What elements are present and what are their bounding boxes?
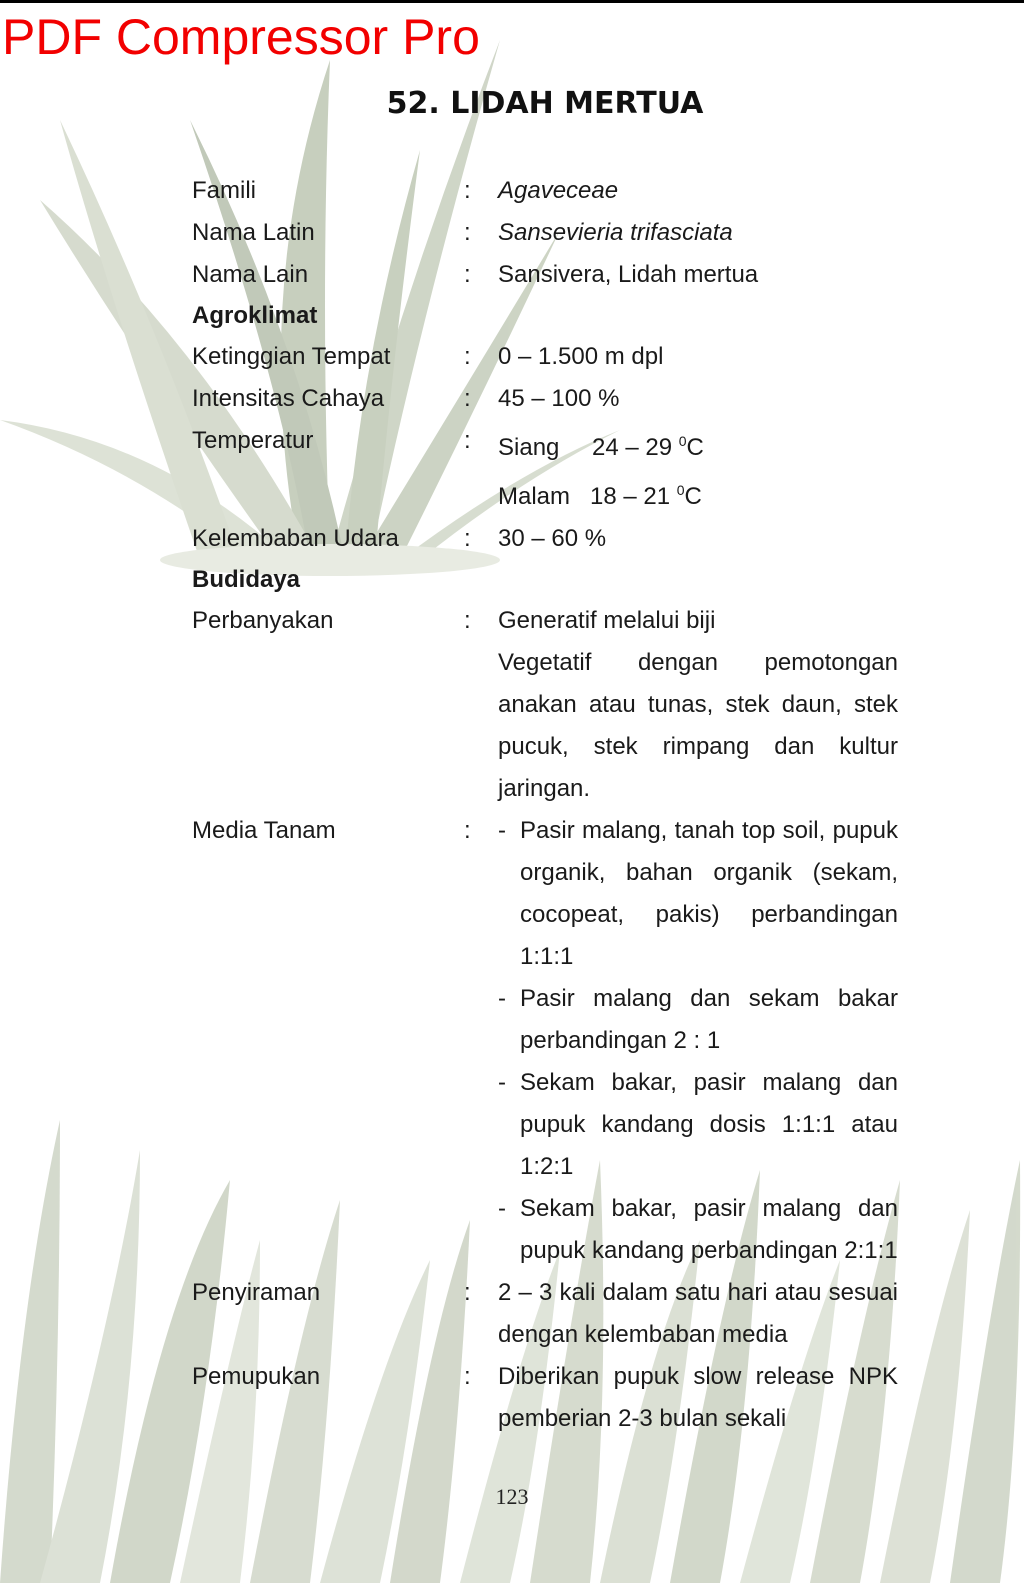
leaf — [950, 1160, 1020, 1583]
bullet-dash: - — [498, 985, 506, 1012]
row-value — [498, 600, 898, 810]
row-nama-latin — [192, 212, 898, 254]
list-item-text: Sekam bakar, pasir malang dan pupuk kandang dosis 1:1:1 atau 1:2:1 — [520, 1069, 898, 1180]
page-title: 52. LIDAH MERTUA — [386, 86, 704, 121]
row-penyiraman — [192, 1272, 898, 1356]
row-colon: : — [464, 817, 471, 844]
row-famili — [192, 170, 898, 212]
list-item — [498, 1188, 898, 1272]
perbanyakan-generatif: Generatif melalui biji — [498, 607, 716, 634]
section-heading-budidaya: Budidaya — [192, 566, 301, 593]
leaf — [0, 1120, 60, 1583]
plant-info-table — [192, 170, 898, 1440]
row-colon: : — [464, 525, 471, 552]
list-item — [498, 810, 898, 978]
temp-unit: C — [686, 434, 704, 461]
row-nama-lain — [192, 254, 898, 296]
row-colon: : — [464, 1279, 471, 1306]
temp-malam-value: 18 – 21 — [590, 483, 677, 510]
row-label: Temperatur — [192, 427, 314, 454]
row-value — [498, 420, 898, 469]
list-item-text: Pasir malang, tanah top soil, pupuk organik, bahan organik (sekam, cocopeat, pakis) perbandingan 1:1:1 — [520, 817, 898, 970]
row-colon: : — [464, 427, 471, 454]
perbanyakan-vegetatif: Vegetatif dengan pemotongan anakan atau tunas, stek daun, stek pucuk, stek rimpang dan kultur jaringan. — [498, 649, 898, 802]
row-value: Sansevieria trifasciata — [498, 219, 733, 246]
row-value: Sansivera, Lidah mertua — [498, 261, 759, 288]
row-value: Diberikan pupuk slow release NPK pemberian 2-3 bulan sekali — [498, 1363, 898, 1432]
bullet-dash: - — [498, 1195, 506, 1222]
row-label: Kelembaban Udara — [192, 525, 399, 552]
row-label: Pemupukan — [192, 1363, 321, 1390]
row-intensitas — [192, 378, 898, 420]
row-colon: : — [464, 385, 471, 412]
row-colon: : — [464, 343, 471, 370]
row-label: Media Tanam — [192, 817, 336, 844]
row-value — [498, 469, 898, 518]
row-value: 45 – 100 % — [498, 385, 620, 412]
temp-siang-value: 24 – 29 — [592, 434, 679, 461]
row-value: 2 – 3 kali dalam satu hari atau sesuai dengan kelembaban media — [498, 1279, 898, 1348]
temp-unit: C — [684, 483, 702, 510]
row-label: Penyiraman — [192, 1279, 321, 1306]
list-item — [498, 978, 898, 1062]
degree-mark: 0 — [676, 482, 685, 498]
row-kelembaban — [192, 518, 898, 560]
temp-siang-label: Siang — [498, 434, 560, 461]
row-value: 0 – 1.500 m dpl — [498, 343, 664, 370]
row-colon: : — [464, 177, 471, 204]
row-value — [498, 810, 898, 1272]
row-colon: : — [464, 261, 471, 288]
row-label: Intensitas Cahaya — [192, 385, 385, 412]
watermark: PDF Compressor Pro — [2, 9, 480, 65]
row-media-tanam — [192, 810, 898, 1272]
page-number: 123 — [495, 1484, 529, 1509]
row-label: Famili — [192, 177, 256, 204]
list-item-text: Pasir malang dan sekam bakar perbandingan 2 : 1 — [520, 985, 898, 1054]
row-value: 30 – 60 % — [498, 525, 607, 552]
temp-malam-label: Malam — [498, 483, 571, 510]
row-label: Nama Lain — [192, 261, 309, 288]
row-label: Ketinggian Tempat — [192, 343, 391, 370]
degree-mark: 0 — [678, 433, 687, 449]
row-colon: : — [464, 1363, 471, 1390]
row-ketinggian — [192, 336, 898, 378]
row-pemupukan — [192, 1356, 898, 1440]
section-heading-agroklimat: Agroklimat — [192, 302, 318, 329]
list-item — [498, 1062, 898, 1188]
row-label: Nama Latin — [192, 219, 315, 246]
row-perbanyakan — [192, 600, 898, 810]
row-label: Perbanyakan — [192, 607, 334, 634]
bullet-dash: - — [498, 817, 506, 844]
row-temperatur-malam — [192, 469, 898, 518]
list-item-text: Sekam bakar, pasir malang dan pupuk kandang perbandingan 2:1:1 — [520, 1195, 898, 1264]
bullet-dash: - — [498, 1069, 506, 1096]
row-colon: : — [464, 219, 471, 246]
row-colon: : — [464, 607, 471, 634]
row-value: Agaveceae — [498, 177, 619, 204]
row-temperatur — [192, 420, 898, 469]
